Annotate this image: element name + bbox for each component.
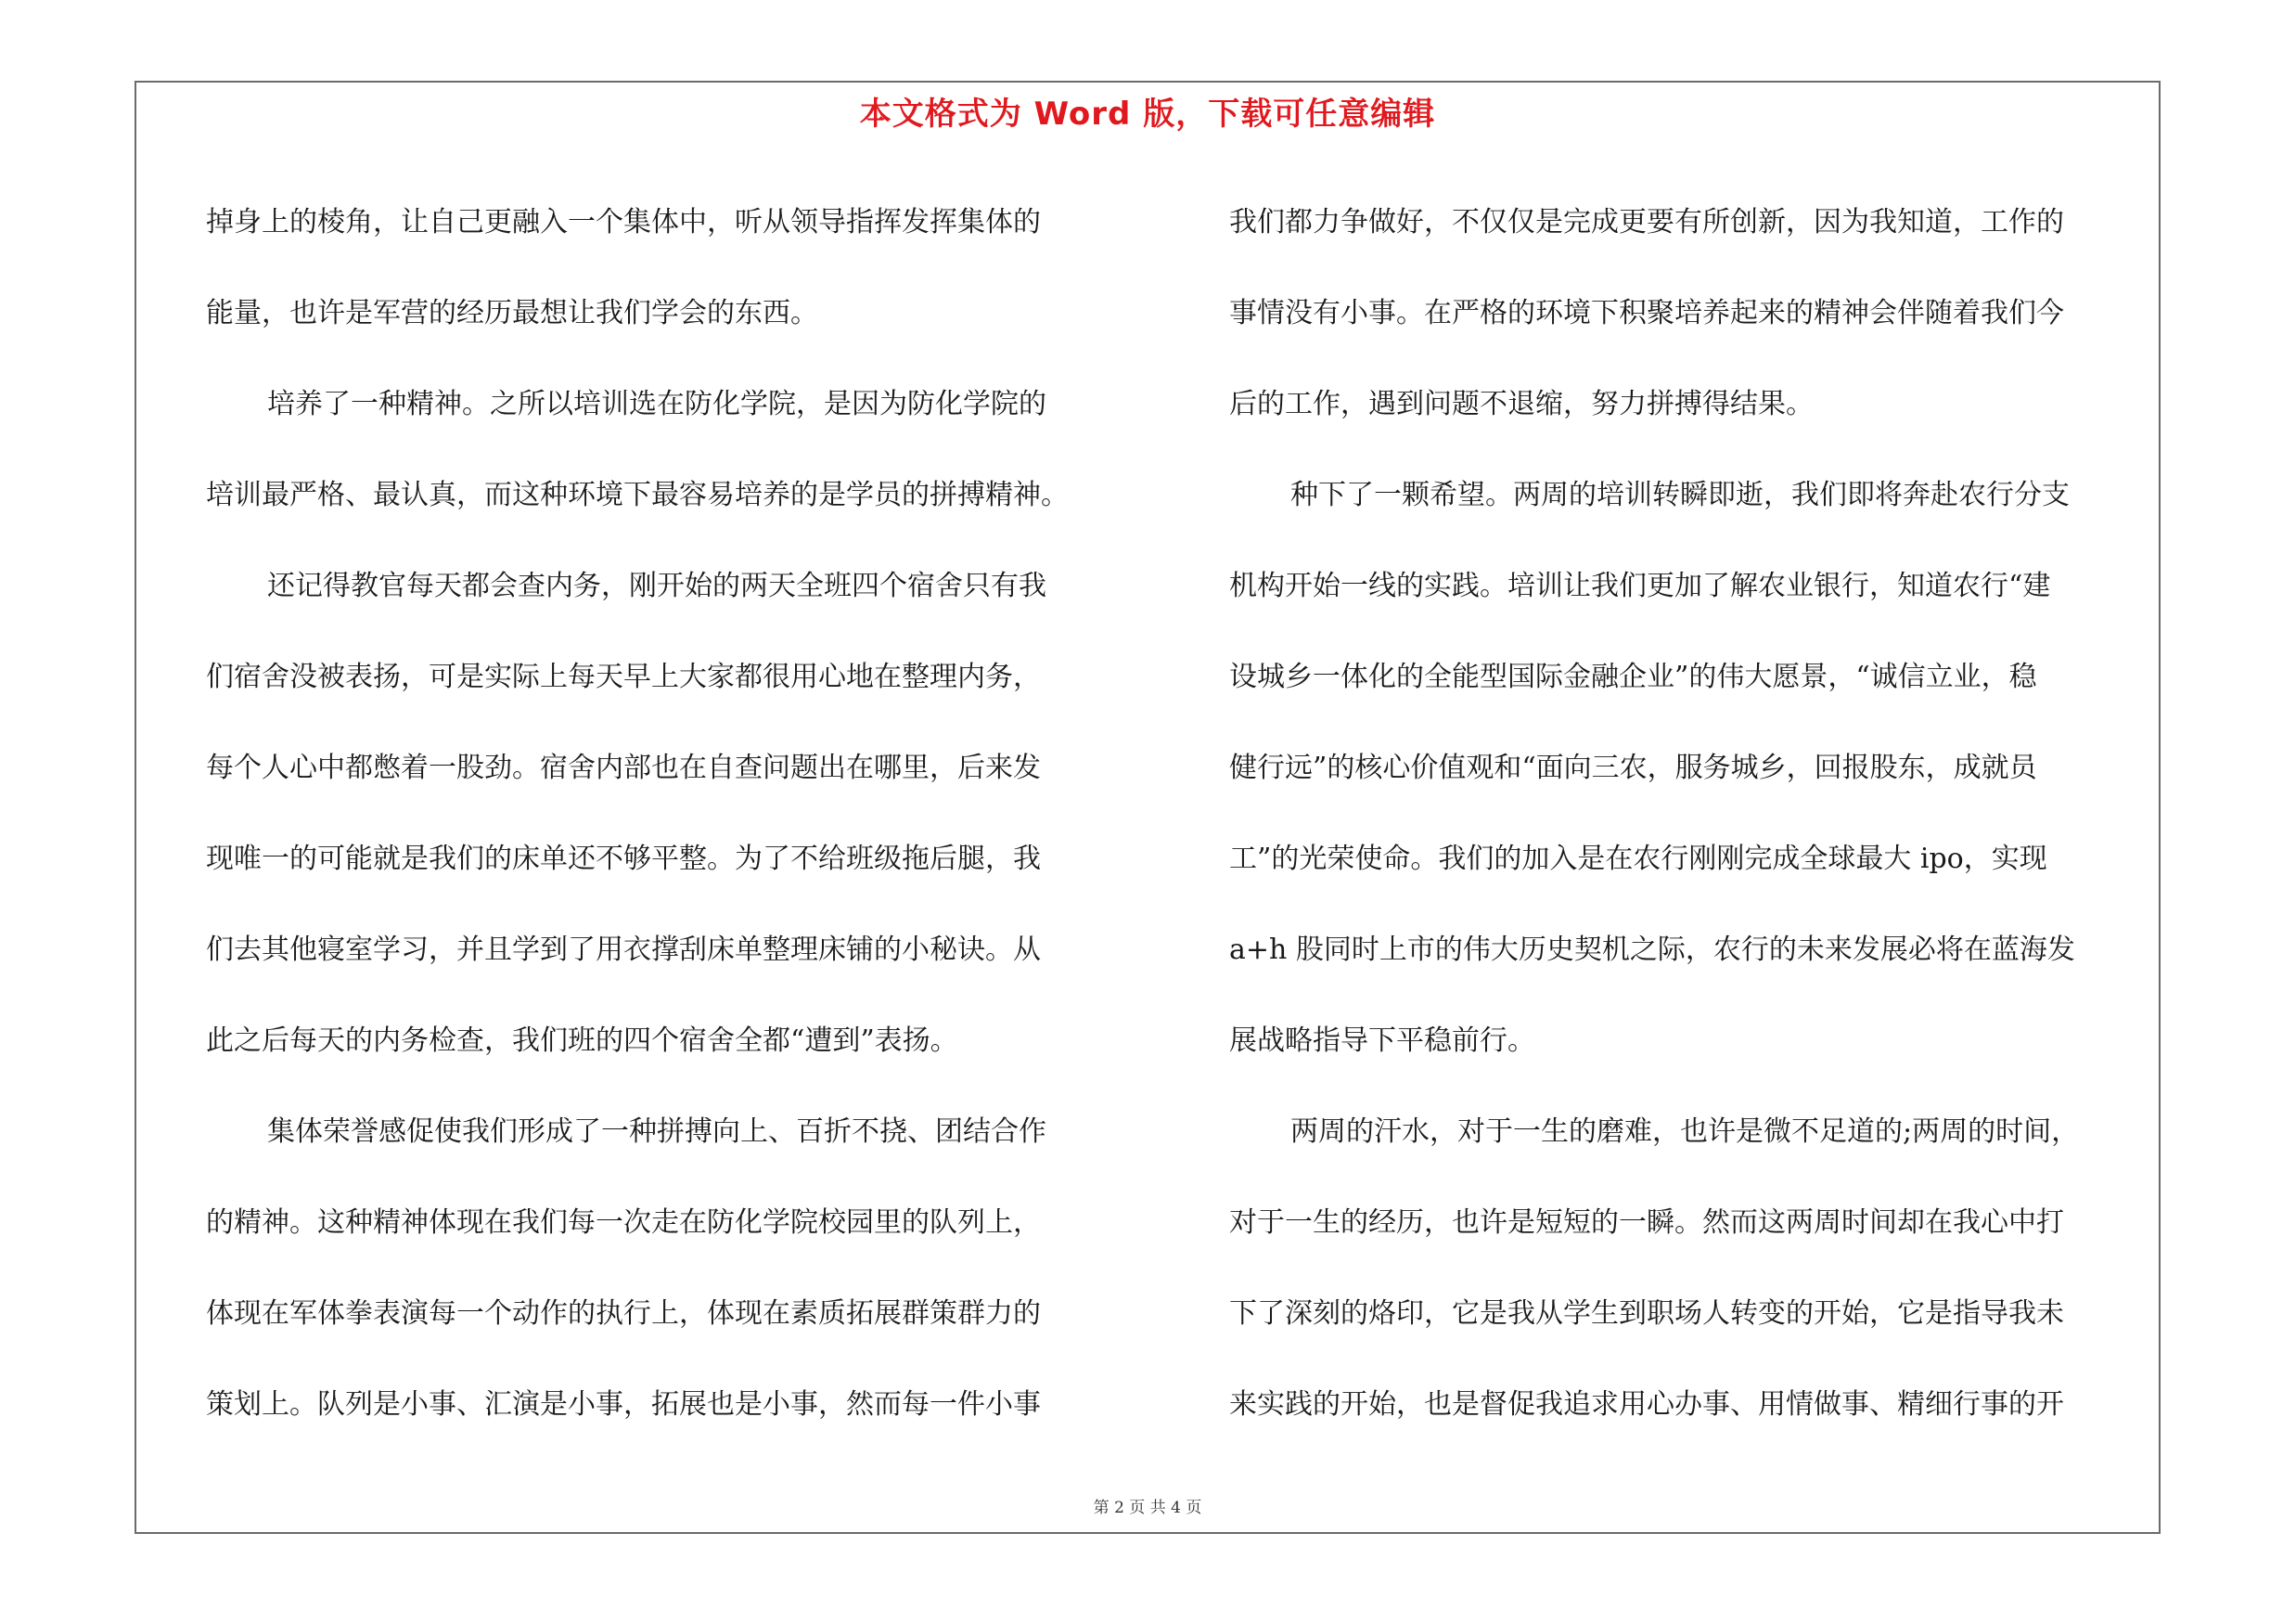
text-line: 能量，也许是军营的经历最想让我们学会的东西。 <box>206 297 818 329</box>
text-line: 对于一生的经历，也许是短短的一瞬。然而这两周时间却在我心中打 <box>1229 1206 2064 1239</box>
text-line: 下了深刻的烙印，它是我从学生到职场人转变的开始，它是指导我未 <box>1229 1297 2064 1330</box>
document-page <box>135 81 2161 1534</box>
text-line: 们宿舍没被表扬，可是实际上每天早上大家都很用心地在整理内务， <box>206 661 1041 693</box>
text-line: 我们都力争做好，不仅仅是完成更要有所创新，因为我知道，工作的 <box>1229 206 2064 238</box>
text-line: 机构开始一线的实践。培训让我们更加了解农业银行，知道农行“建 <box>1229 570 2051 602</box>
left-text-column <box>206 177 1134 1450</box>
text-line: 培训最严格、最认真，而这种环境下最容易培养的是学员的拼搏精神。 <box>206 479 1069 511</box>
text-line: 每个人心中都憋着一股劲。宿舍内部也在自查问题出在哪里，后来发 <box>206 752 1041 784</box>
text-line: 此之后每天的内务检查，我们班的四个宿舍全都“遭到”表扬。 <box>206 1024 958 1057</box>
text-line: 种下了一颗希望。两周的培训转瞬即逝，我们即将奔赴农行分支 <box>1290 479 2070 511</box>
text-line: 集体荣誉感促使我们形成了一种拼搏向上、百折不挠、团结合作 <box>267 1115 1046 1148</box>
text-line: 事情没有小事。在严格的环境下积聚培养起来的精神会伴随着我们今 <box>1229 297 2064 329</box>
text-line: 设城乡一体化的全能型国际金融企业”的伟大愿景，“诚信立业，稳 <box>1229 661 2037 693</box>
text-line: 后的工作，遇到问题不退缩，努力拼搏得结果。 <box>1229 388 1814 420</box>
text-line: 的精神。这种精神体现在我们每一次走在防化学院校园里的队列上， <box>206 1206 1041 1239</box>
text-line: 培养了一种精神。之所以培训选在防化学院，是因为防化学院的 <box>267 388 1046 420</box>
right-text-column <box>1229 177 2157 1450</box>
text-line: 两周的汗水，对于一生的磨难，也许是微不足道的;两周的时间， <box>1290 1115 2080 1148</box>
text-line: 策划上。队列是小事、汇演是小事，拓展也是小事，然而每一件小事 <box>206 1388 1041 1421</box>
format-banner: 本文格式为 Word 版，下载可任意编辑 <box>859 96 1436 133</box>
text-line: a+h 股同时上市的伟大历史契机之际，农行的未来发展必将在蓝海发 <box>1229 934 2075 966</box>
text-line: 现唯一的可能就是我们的床单还不够平整。为了不给班级拖后腿，我 <box>206 843 1041 875</box>
text-line: 健行远”的核心价值观和“面向三农，服务城乡，回报股东，成就员 <box>1229 752 2037 784</box>
text-line: 们去其他寝室学习，并且学到了用衣撑刮床单整理床铺的小秘诀。从 <box>206 934 1041 966</box>
text-line: 掉身上的棱角，让自己更融入一个集体中，听从领导指挥发挥集体的 <box>206 206 1041 238</box>
text-line: 体现在军体拳表演每一个动作的执行上，体现在素质拓展群策群力的 <box>206 1297 1041 1330</box>
text-line: 还记得教官每天都会查内务，刚开始的两天全班四个宿舍只有我 <box>267 570 1046 602</box>
text-line: 展战略指导下平稳前行。 <box>1229 1024 1535 1057</box>
text-line: 来实践的开始，也是督促我追求用心办事、用情做事、精细行事的开 <box>1229 1388 2064 1421</box>
page-number: 第 2 页 共 4 页 <box>1093 1499 1202 1517</box>
text-line: 工”的光荣使命。我们的加入是在农行刚刚完成全球最大 ipo，实现 <box>1229 843 2047 875</box>
